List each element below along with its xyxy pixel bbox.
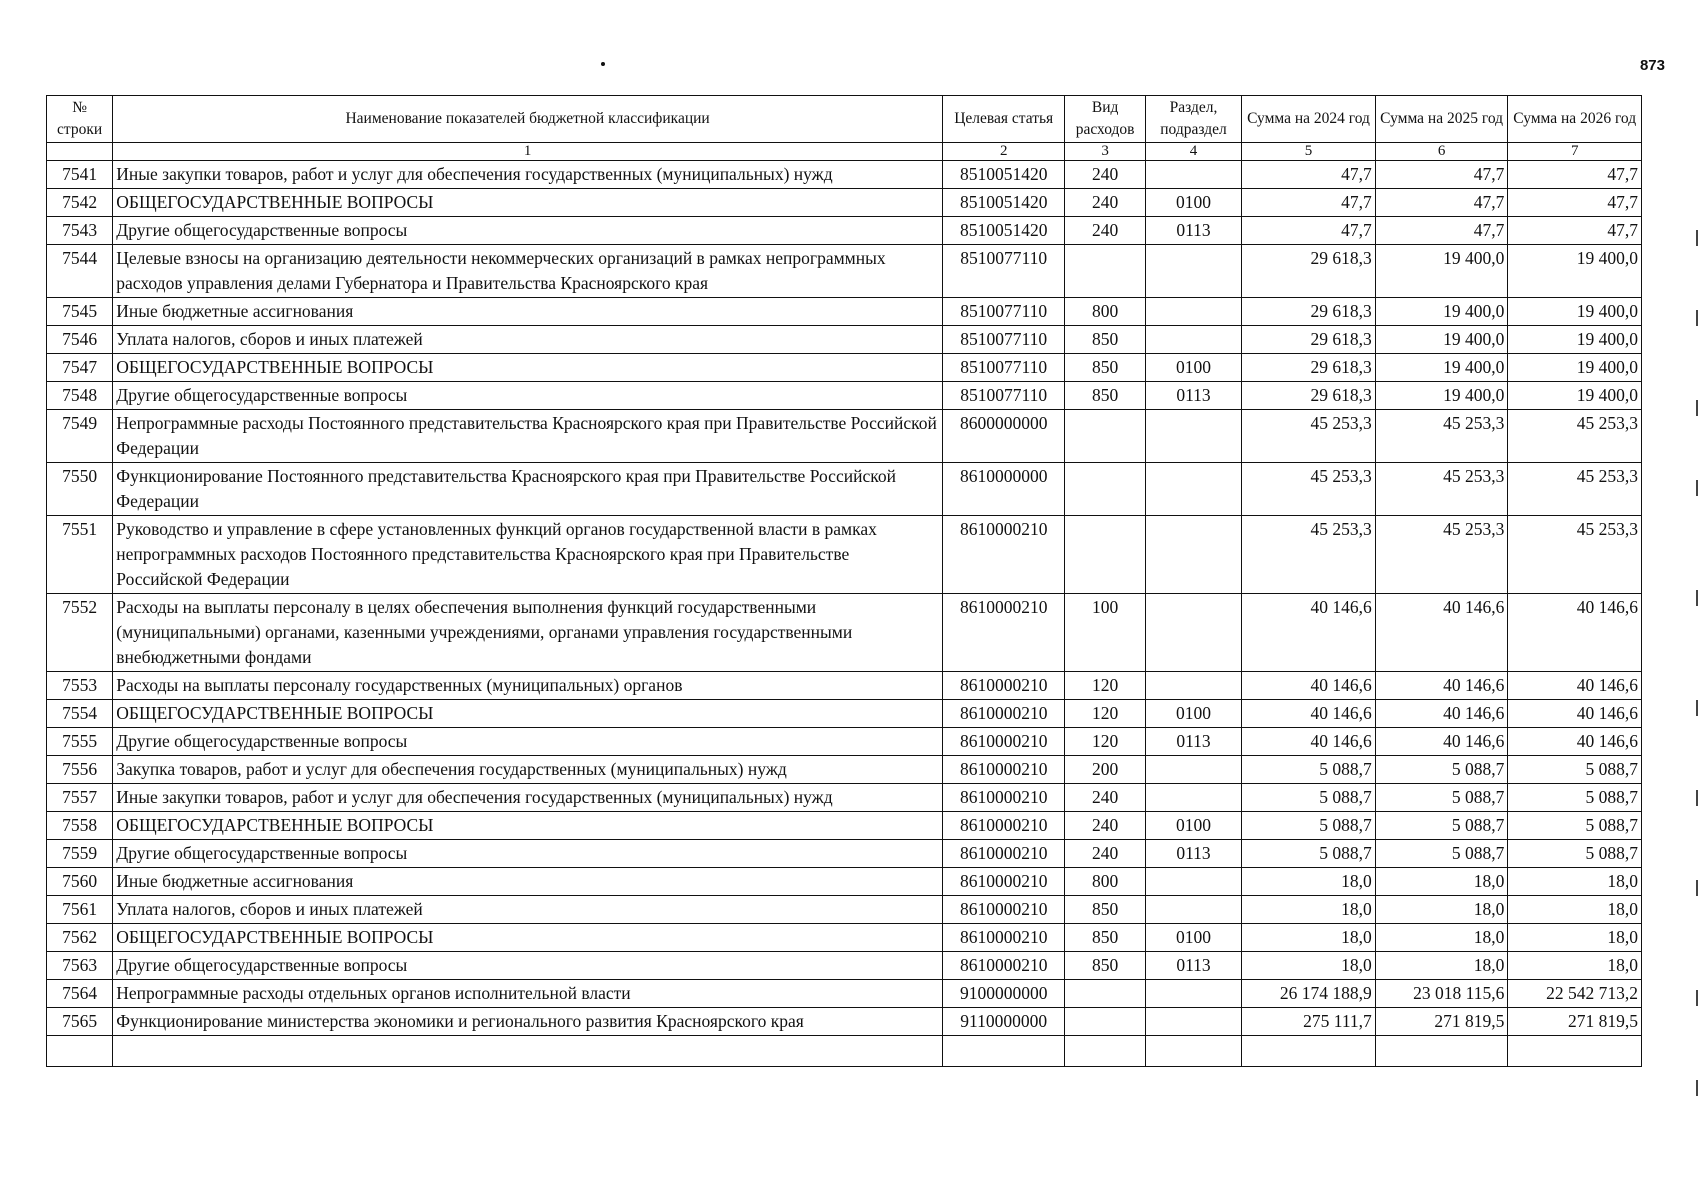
sum-2024: 18,0 [1242,924,1376,952]
sum-2025: 18,0 [1375,868,1508,896]
expense-kind: 120 [1065,728,1145,756]
row-name: Функционирование министерства экономики и регионального развития Красноярского края [113,1008,943,1036]
table-row [47,812,1642,840]
sum-2025: 5 088,7 [1375,840,1508,868]
expense-kind: 850 [1065,382,1145,410]
sum-2026: 18,0 [1508,868,1642,896]
budget-table [46,95,1642,1067]
table-spacer-row [47,1036,1642,1067]
table-row [47,382,1642,410]
row-number: 7562 [47,924,113,952]
column-number: 3 [1065,143,1145,161]
target-article-code: 8610000210 [942,896,1065,924]
target-article-code: 9100000000 [942,980,1065,1008]
row-name: ОБЩЕГОСУДАРСТВЕННЫЕ ВОПРОСЫ [113,189,943,217]
empty-cell [1065,1036,1145,1067]
expense-kind [1065,410,1145,463]
sum-2026: 18,0 [1508,952,1642,980]
empty-cell [47,1036,113,1067]
row-number: 7556 [47,756,113,784]
sum-2024: 47,7 [1242,161,1376,189]
row-name: Расходы на выплаты персоналу в целях обеспечения выполнения функций государственными (муниципальными) органами, казенными учреждениями, органами управления государственными внебюджетными фондами [113,594,943,672]
row-number: 7552 [47,594,113,672]
sum-2025: 45 253,3 [1375,463,1508,516]
sum-2024: 29 618,3 [1242,326,1376,354]
row-name: Уплата налогов, сборов и иных платежей [113,326,943,354]
header-sum-2025: Сумма на 2025 год [1375,96,1508,143]
sum-2024: 29 618,3 [1242,245,1376,298]
row-number: 7541 [47,161,113,189]
header-row-number: № строки [47,96,113,143]
row-name: Иные бюджетные ассигнования [113,298,943,326]
sum-2024: 5 088,7 [1242,784,1376,812]
sum-2024: 40 146,6 [1242,700,1376,728]
sum-2025: 18,0 [1375,924,1508,952]
row-name: Другие общегосударственные вопросы [113,728,943,756]
target-article-code: 8610000000 [942,463,1065,516]
table-row [47,594,1642,672]
row-name: Непрограммные расходы Постоянного представительства Красноярского края при Правительстве Российской Федерации [113,410,943,463]
table-row [47,868,1642,896]
row-number: 7557 [47,784,113,812]
sum-2026: 40 146,6 [1508,728,1642,756]
section-code [1145,594,1241,672]
section-code [1145,672,1241,700]
table-row [47,298,1642,326]
table-row [47,1008,1642,1036]
sum-2026: 5 088,7 [1508,756,1642,784]
row-number: 7550 [47,463,113,516]
row-number: 7560 [47,868,113,896]
sum-2026: 19 400,0 [1508,326,1642,354]
row-number: 7565 [47,1008,113,1036]
sum-2025: 47,7 [1375,161,1508,189]
target-article-code: 8610000210 [942,840,1065,868]
row-name: Иные закупки товаров, работ и услуг для обеспечения государственных (муниципальных) нужд [113,161,943,189]
table-row [47,354,1642,382]
section-code [1145,161,1241,189]
row-number: 7563 [47,952,113,980]
section-code [1145,245,1241,298]
target-article-code: 8610000210 [942,952,1065,980]
table-row [47,700,1642,728]
target-article-code: 8610000210 [942,924,1065,952]
table-row [47,217,1642,245]
sum-2025: 45 253,3 [1375,516,1508,594]
header-section: Раздел, подраздел [1145,96,1241,143]
expense-kind: 850 [1065,952,1145,980]
sum-2026: 22 542 713,2 [1508,980,1642,1008]
sum-2024: 45 253,3 [1242,463,1376,516]
sum-2024: 47,7 [1242,189,1376,217]
page-number: 873 [1639,57,1665,74]
target-article-code: 9110000000 [942,1008,1065,1036]
sum-2025: 5 088,7 [1375,756,1508,784]
row-number: 7542 [47,189,113,217]
sum-2026: 18,0 [1508,924,1642,952]
row-number: 7555 [47,728,113,756]
target-article-code: 8510077110 [942,354,1065,382]
row-name: Иные бюджетные ассигнования [113,868,943,896]
sum-2026: 47,7 [1508,217,1642,245]
sum-2025: 18,0 [1375,952,1508,980]
expense-kind [1065,1008,1145,1036]
target-article-code: 8610000210 [942,594,1065,672]
sum-2024: 275 111,7 [1242,1008,1376,1036]
header-sum-2024: Сумма на 2024 год [1242,96,1376,143]
table-row [47,980,1642,1008]
section-code: 0113 [1145,728,1241,756]
target-article-code: 8510051420 [942,161,1065,189]
expense-kind: 240 [1065,812,1145,840]
sum-2025: 19 400,0 [1375,245,1508,298]
sum-2025: 271 819,5 [1375,1008,1508,1036]
sum-2025: 19 400,0 [1375,326,1508,354]
sum-2026: 45 253,3 [1508,516,1642,594]
row-name: ОБЩЕГОСУДАРСТВЕННЫЕ ВОПРОСЫ [113,354,943,382]
row-number: 7548 [47,382,113,410]
section-code [1145,326,1241,354]
sum-2025: 47,7 [1375,217,1508,245]
expense-kind: 240 [1065,217,1145,245]
section-code [1145,784,1241,812]
sum-2026: 45 253,3 [1508,410,1642,463]
sum-2025: 40 146,6 [1375,728,1508,756]
empty-cell [113,1036,943,1067]
table-row [47,784,1642,812]
sum-2024: 18,0 [1242,896,1376,924]
target-article-code: 8510077110 [942,245,1065,298]
row-name: Уплата налогов, сборов и иных платежей [113,896,943,924]
row-name: Функционирование Постоянного представительства Красноярского края при Правительстве Российской Федерации [113,463,943,516]
table-row [47,728,1642,756]
target-article-code: 8510077110 [942,326,1065,354]
sum-2026: 19 400,0 [1508,245,1642,298]
row-number: 7559 [47,840,113,868]
empty-cell [1242,1036,1376,1067]
section-code [1145,1008,1241,1036]
table-row [47,672,1642,700]
row-name: Другие общегосударственные вопросы [113,382,943,410]
target-article-code: 8610000210 [942,728,1065,756]
sum-2026: 5 088,7 [1508,812,1642,840]
sum-2024: 26 174 188,9 [1242,980,1376,1008]
expense-kind [1065,516,1145,594]
section-code: 0100 [1145,189,1241,217]
row-number: 7545 [47,298,113,326]
sum-2025: 5 088,7 [1375,784,1508,812]
sum-2026: 5 088,7 [1508,784,1642,812]
expense-kind: 240 [1065,161,1145,189]
expense-kind: 850 [1065,326,1145,354]
empty-cell [942,1036,1065,1067]
sum-2024: 18,0 [1242,868,1376,896]
sum-2025: 47,7 [1375,189,1508,217]
section-code: 0100 [1145,354,1241,382]
section-code: 0113 [1145,840,1241,868]
table-row [47,924,1642,952]
row-name: Целевые взносы на организацию деятельности некоммерческих организаций в рамках непрограммных расходов управления делами Губернатора и Правительства Красноярского края [113,245,943,298]
table-row [47,189,1642,217]
row-number: 7543 [47,217,113,245]
sum-2026: 40 146,6 [1508,700,1642,728]
sum-2024: 40 146,6 [1242,594,1376,672]
expense-kind: 240 [1065,189,1145,217]
row-name: ОБЩЕГОСУДАРСТВЕННЫЕ ВОПРОСЫ [113,812,943,840]
table-row [47,326,1642,354]
table-row [47,463,1642,516]
expense-kind: 800 [1065,868,1145,896]
header-name: Наименование показателей бюджетной классификации [113,96,943,143]
column-number-row [47,143,1642,161]
row-name: Закупка товаров, работ и услуг для обеспечения государственных (муниципальных) нужд [113,756,943,784]
section-code [1145,298,1241,326]
sum-2024: 40 146,6 [1242,672,1376,700]
section-code [1145,463,1241,516]
expense-kind [1065,980,1145,1008]
row-name: Другие общегосударственные вопросы [113,952,943,980]
header-expense-kind: Вид расходов [1065,96,1145,143]
section-code: 0113 [1145,952,1241,980]
column-number: 4 [1145,143,1241,161]
sum-2025: 19 400,0 [1375,382,1508,410]
expense-kind: 850 [1065,924,1145,952]
column-number [47,143,113,161]
expense-kind: 120 [1065,672,1145,700]
table-body [47,161,1642,1067]
expense-kind: 200 [1065,756,1145,784]
table-row [47,161,1642,189]
expense-kind: 100 [1065,594,1145,672]
column-number: 7 [1508,143,1642,161]
sum-2025: 18,0 [1375,896,1508,924]
sum-2026: 19 400,0 [1508,382,1642,410]
sum-2024: 29 618,3 [1242,298,1376,326]
column-number: 2 [942,143,1065,161]
table-row [47,516,1642,594]
row-number: 7564 [47,980,113,1008]
row-number: 7551 [47,516,113,594]
target-article-code: 8510051420 [942,217,1065,245]
scan-dot [601,62,605,66]
row-name: Другие общегосударственные вопросы [113,217,943,245]
empty-cell [1145,1036,1241,1067]
section-code [1145,896,1241,924]
row-name: Другие общегосударственные вопросы [113,840,943,868]
section-code [1145,410,1241,463]
section-code: 0113 [1145,217,1241,245]
target-article-code: 8610000210 [942,672,1065,700]
sum-2025: 40 146,6 [1375,672,1508,700]
expense-kind: 850 [1065,896,1145,924]
target-article-code: 8610000210 [942,812,1065,840]
sum-2024: 47,7 [1242,217,1376,245]
row-number: 7558 [47,812,113,840]
expense-kind: 120 [1065,700,1145,728]
row-number: 7554 [47,700,113,728]
sum-2024: 29 618,3 [1242,382,1376,410]
sum-2024: 18,0 [1242,952,1376,980]
table-row [47,245,1642,298]
table-row [47,756,1642,784]
section-code: 0100 [1145,700,1241,728]
column-number: 5 [1242,143,1376,161]
sum-2024: 5 088,7 [1242,812,1376,840]
sum-2026: 47,7 [1508,189,1642,217]
row-number: 7553 [47,672,113,700]
row-name: Руководство и управление в сфере установленных функций органов государственной власти в рамках непрограммных расходов Постоянного представительства Красноярского края при Правительстве Российской Федерации [113,516,943,594]
table-row [47,896,1642,924]
target-article-code: 8510051420 [942,189,1065,217]
table-row [47,952,1642,980]
sum-2024: 5 088,7 [1242,840,1376,868]
row-number: 7544 [47,245,113,298]
target-article-code: 8610000210 [942,784,1065,812]
sum-2025: 19 400,0 [1375,354,1508,382]
section-code: 0100 [1145,812,1241,840]
sum-2025: 40 146,6 [1375,700,1508,728]
section-code: 0113 [1145,382,1241,410]
section-code: 0100 [1145,924,1241,952]
sum-2025: 45 253,3 [1375,410,1508,463]
sum-2026: 45 253,3 [1508,463,1642,516]
section-code [1145,516,1241,594]
section-code [1145,980,1241,1008]
target-article-code: 8610000210 [942,516,1065,594]
sum-2026: 19 400,0 [1508,298,1642,326]
expense-kind: 240 [1065,840,1145,868]
expense-kind: 850 [1065,354,1145,382]
sum-2025: 23 018 115,6 [1375,980,1508,1008]
target-article-code: 8600000000 [942,410,1065,463]
sum-2026: 47,7 [1508,161,1642,189]
target-article-code: 8510077110 [942,298,1065,326]
sum-2026: 40 146,6 [1508,594,1642,672]
sum-2025: 40 146,6 [1375,594,1508,672]
sum-2025: 5 088,7 [1375,812,1508,840]
header-target-article: Целевая статья [942,96,1065,143]
sum-2024: 40 146,6 [1242,728,1376,756]
expense-kind: 240 [1065,784,1145,812]
target-article-code: 8510077110 [942,382,1065,410]
row-number: 7546 [47,326,113,354]
sum-2024: 29 618,3 [1242,354,1376,382]
sum-2024: 5 088,7 [1242,756,1376,784]
sum-2026: 40 146,6 [1508,672,1642,700]
target-article-code: 8610000210 [942,868,1065,896]
target-article-code: 8610000210 [942,756,1065,784]
empty-cell [1508,1036,1642,1067]
sum-2026: 19 400,0 [1508,354,1642,382]
expense-kind [1065,463,1145,516]
row-number: 7549 [47,410,113,463]
column-number: 6 [1375,143,1508,161]
row-number: 7547 [47,354,113,382]
expense-kind: 800 [1065,298,1145,326]
section-code [1145,868,1241,896]
sum-2024: 45 253,3 [1242,410,1376,463]
row-name: ОБЩЕГОСУДАРСТВЕННЫЕ ВОПРОСЫ [113,924,943,952]
sum-2024: 45 253,3 [1242,516,1376,594]
table-row [47,410,1642,463]
row-number: 7561 [47,896,113,924]
empty-cell [1375,1036,1508,1067]
sum-2025: 19 400,0 [1375,298,1508,326]
row-name: Иные закупки товаров, работ и услуг для обеспечения государственных (муниципальных) нужд [113,784,943,812]
sum-2026: 271 819,5 [1508,1008,1642,1036]
expense-kind [1065,245,1145,298]
table-row [47,840,1642,868]
row-name: Расходы на выплаты персоналу государственных (муниципальных) органов [113,672,943,700]
section-code [1145,756,1241,784]
sum-2026: 5 088,7 [1508,840,1642,868]
table-header-row [47,96,1642,143]
row-name: ОБЩЕГОСУДАРСТВЕННЫЕ ВОПРОСЫ [113,700,943,728]
target-article-code: 8610000210 [942,700,1065,728]
scan-margin-marks [1696,230,1700,1110]
sum-2026: 18,0 [1508,896,1642,924]
row-name: Непрограммные расходы отдельных органов исполнительной власти [113,980,943,1008]
column-number: 1 [113,143,943,161]
header-sum-2026: Сумма на 2026 год [1508,96,1642,143]
